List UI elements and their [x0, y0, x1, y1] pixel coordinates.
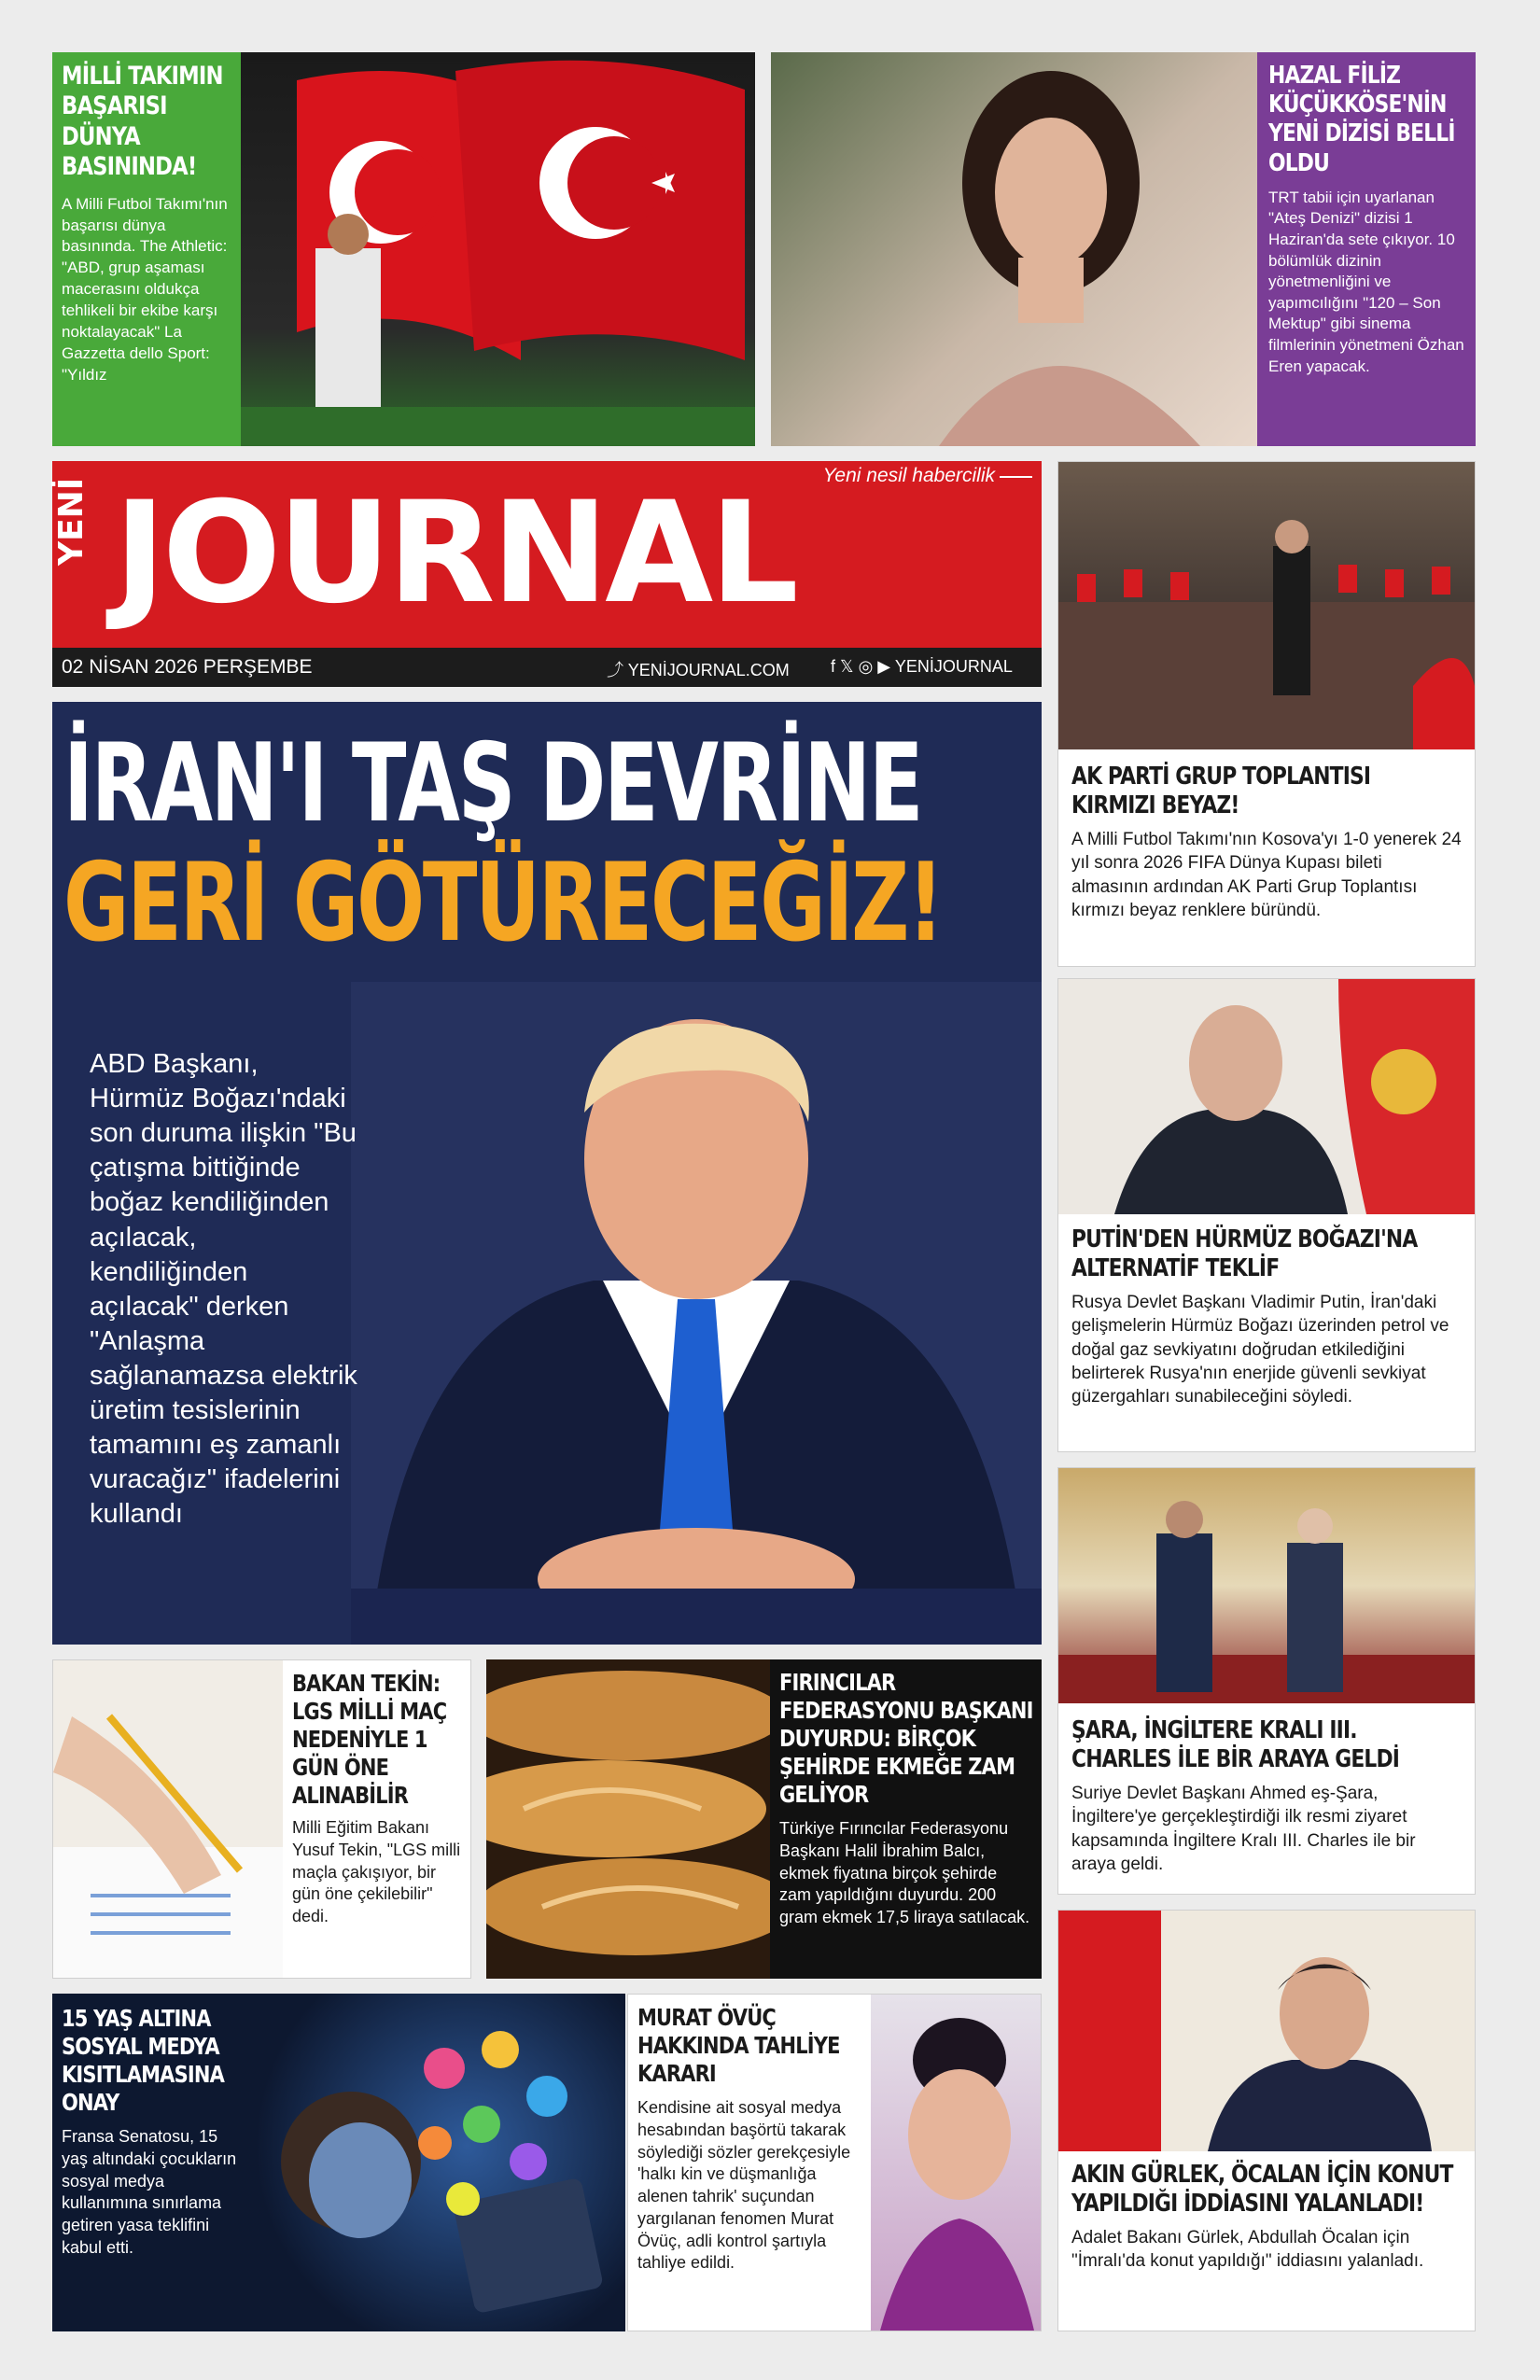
- story-text: Suriye Devlet Başkanı Ahmed eş-Şara, İngiltere'ye gerçekleştirdiği ilk resmi ziyaret kapsamında İngiltere Kralı III. Charles ile bir araya geldi.: [1071, 1784, 1416, 1874]
- story-right-1[interactable]: [1057, 461, 1476, 967]
- child-phone-photo: [230, 1994, 625, 2331]
- story-title: HAZAL FİLİZ KÜÇÜKKÖSE'NİN YENİ DİZİSİ BELLİ OLDU: [1268, 62, 1455, 177]
- story-top-left[interactable]: [52, 52, 755, 446]
- story-text: Kendisine ait sosyal medya hesabından başörtü takarak söylediği sözler gerekçesiyle 'halkı kin ve düşmanlığa alenen tahrik' suçundan yargılanan fenomen Murat Övüç, adli kontrol şartıyla tahliye edildi.: [637, 2098, 851, 2273]
- story-bottom-2[interactable]: [627, 1994, 1042, 2331]
- masthead: [52, 461, 1042, 648]
- tagline: Yeni nesil habercilik: [822, 465, 995, 486]
- palace-meeting-photo: [1058, 1468, 1475, 1703]
- story-text: Milli Eğitim Bakanı Yusuf Tekin, "LGS milli maçla çakışıyor, bir gün öne çekilebilir" dedi.: [292, 1818, 461, 1925]
- story-panel: [52, 52, 241, 446]
- story-title: PUTİN'DEN HÜRMÜZ BOĞAZI'NA ALTERNATİF TEKLİF: [1071, 1225, 1418, 1283]
- yeni-label: YENİ: [52, 477, 91, 566]
- story-title: BAKAN TEKİN: LGS MİLLİ MAÇ NEDENİYLE 1 GÜN ÖNE ALINABİLİR: [292, 1670, 447, 1809]
- x-icon[interactable]: 𝕏: [840, 657, 854, 676]
- actress-photo: [771, 52, 1257, 446]
- date-bar: [52, 648, 1042, 687]
- story-mid-2[interactable]: [486, 1659, 1042, 1979]
- story-mid-1[interactable]: [52, 1659, 471, 1979]
- social-links[interactable]: [831, 657, 1013, 677]
- masthead-title: JOURNAL: [114, 472, 795, 635]
- story-bottom-1[interactable]: [52, 1994, 625, 2331]
- story-title: 15 YAŞ ALTINA SOSYAL MEDYA KISITLAMASINA ONAY: [62, 2005, 224, 2116]
- website-link[interactable]: [607, 657, 790, 681]
- story-right-4[interactable]: [1057, 1910, 1476, 2331]
- story-text: Rusya Devlet Başkanı Vladimir Putin, İran'daki gelişmelerin Hürmüz Boğazı üzerinden petrol ve doğal gaz sevkiyatını doğrudan etkilediğini belirterek Rusya'nın enerjide güvenli sevkiyat güzergahları sunabileceğini söyledi.: [1071, 1293, 1449, 1407]
- exam-photo: [53, 1660, 283, 1978]
- website-text: YENİJOURNAL.COM: [627, 661, 790, 679]
- lead-headline-1: İRAN'I TAŞ DEVRİNE: [63, 721, 922, 847]
- story-title: MİLLİ TAKIMIN BAŞARISI DÜNYA BASININDA!: [62, 62, 223, 182]
- bread-photo: [486, 1659, 770, 1979]
- story-text: A Milli Futbol Takımı'nın başarısı dünya basınında. The Athletic: "ABD, grup aşaması macerasını oldukça tehlikeli bir ekibe karşı noktalayacak" La Gazzetta dello Sport: "Yıldız: [62, 194, 228, 385]
- lead-headline-2: GERİ GÖTÜRECEĞİZ!: [63, 840, 943, 966]
- rss-icon: ⤴: [607, 661, 623, 679]
- social-handle: YENİJOURNAL: [894, 657, 1013, 676]
- story-panel: [1257, 52, 1476, 446]
- lead-story[interactable]: [52, 702, 1042, 1645]
- president-photo: [351, 982, 1042, 1645]
- parliament-photo: [1058, 462, 1475, 749]
- lead-text: ABD Başkanı, Hürmüz Boğazı'ndaki son duruma ilişkin "Bu çatışma bittiğinde boğaz kendiliğinden açılacak, kendiliğinden açılacak" derken "Anlaşma sağlanamazsa elektrik üretim tesislerinin tamamını eş zamanlı vuracağız" ifadelerini kullandı: [90, 1049, 357, 1530]
- issue-date: 02 NİSAN 2026 PERŞEMBE: [62, 656, 313, 678]
- football-flags-photo: [241, 52, 755, 446]
- story-title: AKIN GÜRLEK, ÖCALAN İÇİN KONUT YAPILDIĞI İDDİASINI YALANLADI!: [1071, 2161, 1453, 2219]
- story-text: A Milli Futbol Takımı'nın Kosova'yı 1-0 yenerek 24 yıl sonra 2026 FIFA Dünya Kupası bileti almasının ardından AK Parti Grup Toplantısı kırmızı beyaz renklere büründü.: [1071, 830, 1462, 920]
- story-text: TRT tabii için uyarlanan "Ateş Denizi" dizisi 1 Haziran'da sete çıkıyor. 10 bölümlük dizinin yönetmenliğini ve yapımcılığını "120 – Son Mektup" gibi sinema filmlerinin yönetmeni Özhan Eren yapacak.: [1268, 188, 1464, 375]
- story-top-right[interactable]: [771, 52, 1476, 446]
- story-text: Fransa Senatosu, 15 yaş altındaki çocukların sosyal medya kullanımına sınırlama getiren yasa teklifini kabul etti.: [62, 2127, 237, 2257]
- story-title: ŞARA, İNGİLTERE KRALI III. CHARLES İLE BİR ARAYA GELDİ: [1071, 1716, 1400, 1774]
- facebook-icon[interactable]: f: [831, 657, 836, 676]
- story-title: AK PARTİ GRUP TOPLANTISI KIRMIZI BEYAZ!: [1071, 763, 1371, 820]
- minister-photo: [1058, 1911, 1475, 2151]
- story-text: Türkiye Fırıncılar Federasyonu Başkanı Halil İbrahim Balcı, ekmek fiyatına birçok şehirde zam yapıldığını duyurdu. 200 gram ekmek 17,5 liraya satılacak.: [779, 1819, 1030, 1926]
- story-right-3[interactable]: [1057, 1467, 1476, 1895]
- tagline-rule: [1000, 476, 1032, 478]
- story-title: FIRINCILAR FEDERASYONU BAŞKANI DUYURDU: BİRÇOK ŞEHİRDE EKMEĞE ZAM GELİYOR: [779, 1669, 1033, 1808]
- putin-photo: [1058, 979, 1475, 1214]
- instagram-icon[interactable]: ◎: [858, 657, 874, 676]
- story-text: Adalet Bakanı Gürlek, Abdullah Öcalan için "İmralı'da konut yapıldığı" iddiasını yalanladı.: [1071, 2228, 1424, 2272]
- story-title: MURAT ÖVÜÇ HAKKINDA TAHLİYE KARARI: [637, 2004, 840, 2087]
- influencer-photo: [871, 1995, 1041, 2331]
- youtube-icon[interactable]: ▶: [877, 657, 891, 676]
- story-right-2[interactable]: [1057, 978, 1476, 1452]
